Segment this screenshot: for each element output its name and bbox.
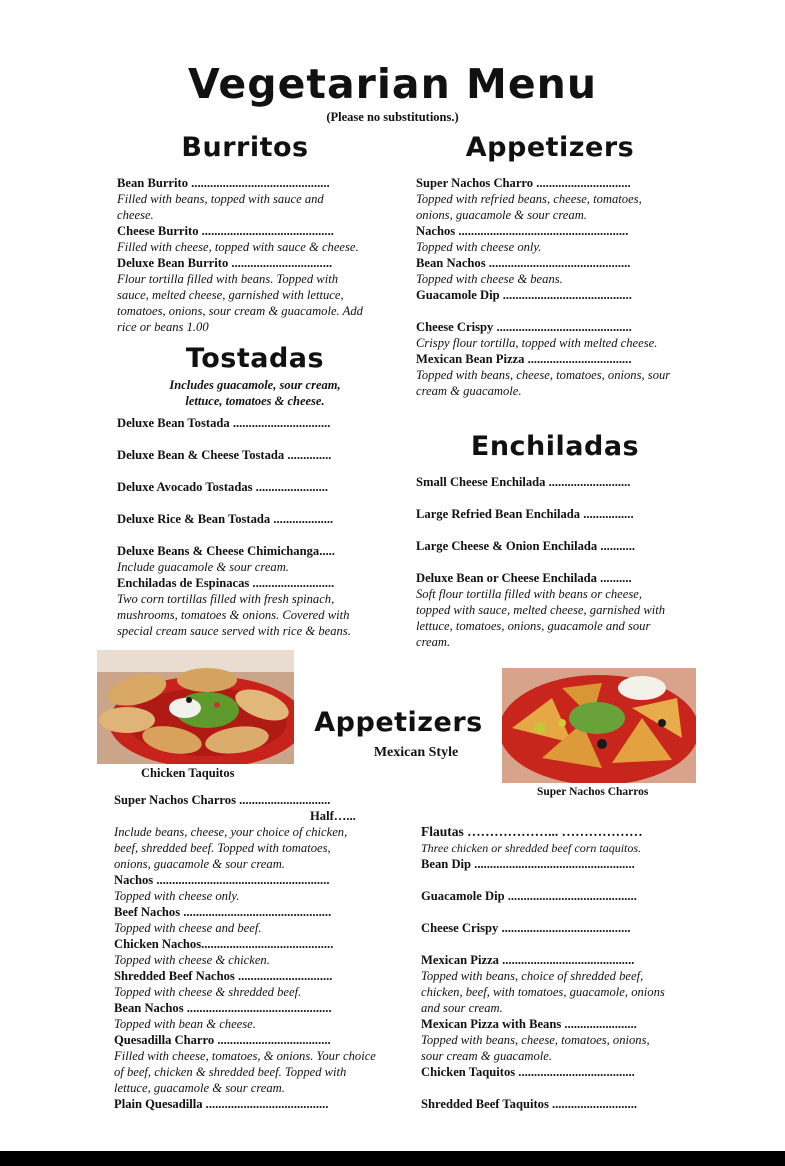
burritos-list xyxy=(117,175,387,335)
menu-item xyxy=(416,351,691,399)
item-description: Topped with cheese only. xyxy=(416,240,542,254)
menu-item xyxy=(114,1032,384,1096)
mexican-left-list xyxy=(114,792,384,1112)
super-nachos-caption: Super Nachos Charros xyxy=(537,786,649,798)
item-description: Crispy flour tortilla, topped with melted cheese. xyxy=(416,336,658,350)
menu-item xyxy=(416,570,691,650)
item-name: Cheese Burrito .......................................... xyxy=(117,224,334,238)
menu-item xyxy=(416,175,691,223)
appetizers-list xyxy=(416,175,691,399)
tostadas-subheading: Includes guacamole, sour cream, lettuce, tomatoes & cheese. xyxy=(169,378,341,408)
item-name: Nachos ...................................................... xyxy=(416,224,629,238)
item-description: Include guacamole & sour cream. xyxy=(117,560,289,574)
item-description: Soft flour tortilla filled with beans or cheese, topped with sauce, melted cheese, garnished with lettuce, tomatoes, onions, guacamole and sour cream. xyxy=(416,587,666,649)
item-name: Deluxe Rice & Bean Tostada ................... xyxy=(117,512,334,526)
menu-title: Vegetarian Menu xyxy=(187,60,598,108)
item-name: Deluxe Bean & Cheese Tostada .............. xyxy=(117,448,332,462)
menu-item xyxy=(416,255,691,287)
item-name: Plain Quesadilla ....................................... xyxy=(114,1097,329,1111)
tostadas-list xyxy=(117,415,392,639)
enchiladas-heading: Enchiladas xyxy=(470,431,640,462)
item-description: Two corn tortillas filled with fresh spinach, mushrooms, tomatoes & onions. Covered with special cream sauce served with rice & beans. xyxy=(117,592,351,638)
menu-item xyxy=(114,872,384,904)
item-description: Topped with cheese & shredded beef. xyxy=(114,985,302,999)
item-name: Super Nachos Charros ............................. xyxy=(114,793,331,807)
menu-item xyxy=(114,792,384,872)
item-description: Topped with cheese only. xyxy=(114,889,240,903)
menu-item xyxy=(421,920,696,936)
super-nachos-photo xyxy=(502,668,696,783)
menu-item xyxy=(117,575,392,639)
item-description: Topped with cheese & chicken. xyxy=(114,953,270,967)
item-name: Enchiladas de Espinacas .......................... xyxy=(117,576,335,590)
item-name: Flautas ………………... ……………… xyxy=(421,824,643,839)
mexican-right-list xyxy=(421,824,696,1112)
menu-item xyxy=(416,474,691,490)
menu-item xyxy=(421,1016,696,1064)
item-name: Large Cheese & Onion Enchilada ........... xyxy=(416,539,636,553)
tostadas-heading: Tostadas xyxy=(185,343,325,374)
item-description: Three chicken or shredded beef corn taquitos. xyxy=(421,841,642,855)
item-description: Filled with cheese, tomatoes, & onions. Your choice of beef, chicken & shredded beef. Topped with lettuce, guacamole & sour cream. xyxy=(114,1049,376,1095)
menu-item xyxy=(416,287,691,303)
burritos-heading: Burritos xyxy=(181,132,309,163)
menu-item xyxy=(416,506,691,522)
item-description: Topped with bean & cheese. xyxy=(114,1017,256,1031)
menu-item xyxy=(114,968,384,1000)
menu-item xyxy=(416,538,691,554)
item-name: Quesadilla Charro .................................... xyxy=(114,1033,331,1047)
menu-item xyxy=(421,824,696,856)
item-name: Deluxe Bean or Cheese Enchilada .......... xyxy=(416,571,632,585)
item-name: Mexican Pizza with Beans ....................... xyxy=(421,1017,637,1031)
item-description: Filled with beans, topped with sauce and cheese. xyxy=(117,192,324,222)
mexican-appetizers-heading: Appetizers xyxy=(314,707,483,738)
enchiladas-list xyxy=(416,474,691,650)
mexican-style-subheading: Mexican Style xyxy=(373,745,459,760)
item-name: Large Refried Bean Enchilada ................ xyxy=(416,507,634,521)
menu-item xyxy=(416,223,691,255)
item-name: Beef Nachos ............................................... xyxy=(114,905,332,919)
item-name: Chicken Nachos.......................................... xyxy=(114,937,334,951)
item-description: Topped with beans, choice of shredded beef, chicken, beef, with tomatoes, guacamole, onions and sour cream. xyxy=(421,969,665,1015)
item-name: Nachos ....................................................... xyxy=(114,873,330,887)
menu-item xyxy=(114,936,384,968)
menu-item xyxy=(416,319,691,351)
menu-item xyxy=(421,1096,696,1112)
menu-subtitle: (Please no substitutions.) xyxy=(326,110,459,124)
bottom-border xyxy=(0,1151,785,1166)
menu-item xyxy=(117,543,392,575)
menu-item xyxy=(114,1096,384,1112)
menu-item xyxy=(114,1000,384,1032)
item-name: Cheese Crispy ......................................... xyxy=(421,921,631,935)
menu-item xyxy=(117,479,392,495)
item-name: Mexican Pizza .......................................... xyxy=(421,953,635,967)
item-description: Topped with cheese and beef. xyxy=(114,921,262,935)
item-description: Topped with cheese & beans. xyxy=(416,272,563,286)
item-name: Deluxe Bean Burrito ................................ xyxy=(117,256,333,270)
menu-item xyxy=(421,856,696,872)
item-description: Include beans, cheese, your choice of chicken, beef, shredded beef. Topped with tomatoes, onions, guacamole & sour cream. xyxy=(114,825,348,871)
chicken-taquitos-caption: Chicken Taquitos xyxy=(141,766,235,780)
item-description: Filled with cheese, topped with sauce & cheese. xyxy=(117,240,359,254)
item-name: Bean Dip ................................................... xyxy=(421,857,635,871)
item-name: Bean Nachos .............................................. xyxy=(114,1001,332,1015)
item-name: Chicken Taquitos ..................................... xyxy=(421,1065,635,1079)
appetizers-heading: Appetizers xyxy=(465,132,635,163)
menu-item xyxy=(117,511,392,527)
menu-item xyxy=(421,888,696,904)
item-description: Topped with beans, cheese, tomatoes, onions, sour cream & guacamole. xyxy=(416,368,671,398)
item-name: Deluxe Avocado Tostadas ....................... xyxy=(117,480,329,494)
item-name: Shredded Beef Taquitos ........................... xyxy=(421,1097,637,1111)
menu-item xyxy=(114,904,384,936)
item-name: Deluxe Beans & Cheese Chimichanga..... xyxy=(117,544,335,558)
item-name: Guacamole Dip ......................................... xyxy=(421,889,637,903)
item-name: Bean Nachos ............................................. xyxy=(416,256,631,270)
item-name: Guacamole Dip ......................................... xyxy=(416,288,632,302)
item-half-price: Half…... xyxy=(310,809,356,823)
item-name: Shredded Beef Nachos .............................. xyxy=(114,969,333,983)
item-name: Mexican Bean Pizza ................................. xyxy=(416,352,632,366)
menu-item xyxy=(421,1064,696,1080)
item-description: Flour tortilla filled with beans. Topped with sauce, melted cheese, garnished with lettuce, tomatoes, onions, sour cream & guacamole. Add rice or beans 1.00 xyxy=(117,272,363,334)
menu-item xyxy=(117,415,392,431)
menu-item xyxy=(117,255,387,335)
item-name: Small Cheese Enchilada .......................... xyxy=(416,475,631,489)
item-name: Bean Burrito ............................................ xyxy=(117,176,330,190)
menu-item xyxy=(421,952,696,1016)
menu-item xyxy=(117,447,392,463)
menu-item xyxy=(117,223,387,255)
item-description: Topped with refried beans, cheese, tomatoes, onions, guacamole & sour cream. xyxy=(416,192,642,222)
menu-item xyxy=(117,175,387,223)
item-name: Super Nachos Charro .............................. xyxy=(416,176,631,190)
item-name: Cheese Crispy ........................................... xyxy=(416,320,632,334)
item-name: Deluxe Bean Tostada ............................... xyxy=(117,416,331,430)
item-description: Topped with beans, cheese, tomatoes, onions, sour cream & guacamole. xyxy=(421,1033,650,1063)
chicken-taquitos-photo xyxy=(97,650,294,764)
